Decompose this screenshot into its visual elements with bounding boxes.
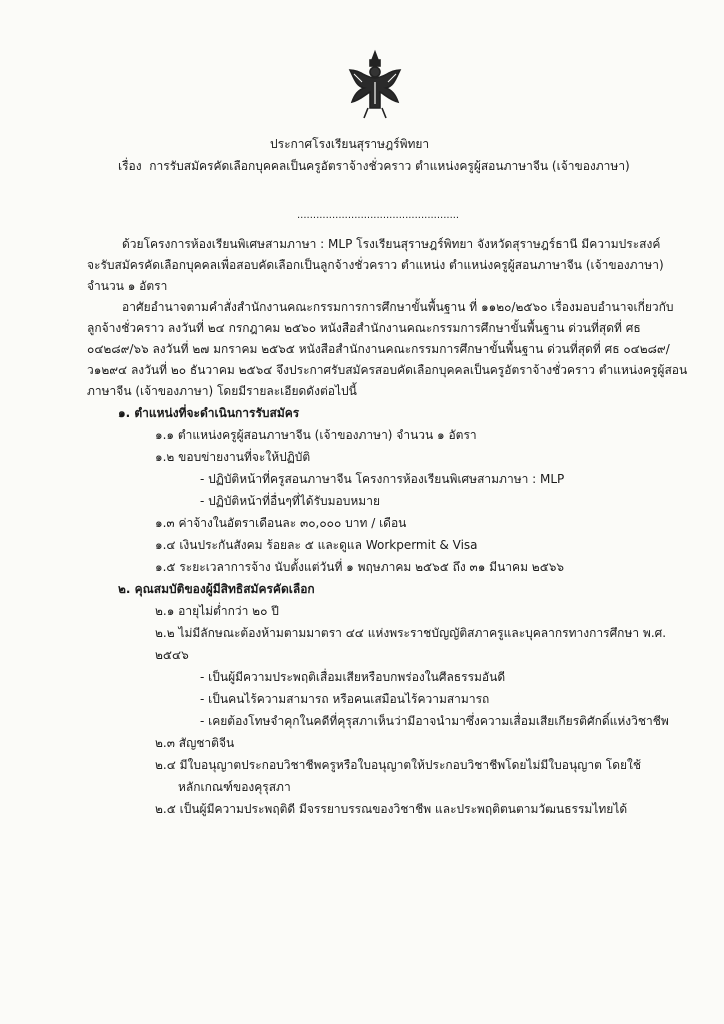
section-2-item-cont: ๒๕๔๖ (155, 648, 189, 662)
section-2-subitem: - เป็นผู้มีความประพฤติเสื่อมเสียหรือบกพร่องในศีลธรรมอันดี (200, 670, 506, 684)
section-1-item: ๑.๔ เงินประกันสังคม ร้อยละ ๕ และดูแล Workpermit & Visa (155, 538, 478, 552)
section-1-heading: ๑. ตำแหน่งที่จะดำเนินการรับสมัคร (118, 406, 300, 420)
section-2-item: ๒.๓ สัญชาติจีน (155, 736, 235, 750)
subject-label: เรื่อง (118, 159, 142, 173)
intro-p2-line-3: ๐๔๒๘๙/๖๖ ลงวันที่ ๒๗ มกราคม ๒๕๖๕ หนังสือสำนักงานคณะกรรมการศึกษาขั้นพื้นฐาน ด่วนที่สุดที่ ศธ ๐๔๒๘๙/ (87, 342, 670, 356)
section-1-item: ๑.๓ ค่าจ้างในอัตราเดือนละ ๓๐,๐๐๐ บาท / เดือน (155, 516, 407, 530)
intro-p2-line-4: ว๑๒๙๔ ลงวันที่ ๒๐ ธันวาคม ๒๕๖๔ จึงประกาศรับสมัครสอบคัดเลือกบุคคลเป็นครูอัตราจ้างชั่วคราว ตำแหน่งครูผู้สอน (87, 363, 688, 377)
intro-p1-line-2: จะรับสมัครคัดเลือกบุคคลเพื่อสอบคัดเลือกเป็นลูกจ้างชั่วคราว ตำแหน่ง ตำแหน่งครูผู้สอนภาษาจีน (เจ้าของภาษา) (87, 258, 664, 272)
section-1-item: ๑.๑ ตำแหน่งครูผู้สอนภาษาจีน (เจ้าของภาษา) จำนวน ๑ อัตรา (155, 428, 477, 442)
garuda-emblem-icon (346, 48, 404, 120)
section-1-subitem: - ปฏิบัติหน้าที่ครูสอนภาษาจีน โครงการห้องเรียนพิเศษสามภาษา : MLP (200, 472, 565, 486)
section-2-item: ๒.๔ มีใบอนุญาตประกอบวิชาชีพครูหรือใบอนุญาตให้ประกอบวิชาชีพโดยไม่มีใบอนุญาต โดยใช้ (155, 758, 642, 772)
section-2-heading: ๒. คุณสมบัติของผู้มีสิทธิสมัครคัดเลือก (118, 582, 315, 596)
intro-p1-line-3: จำนวน ๑ อัตรา (87, 279, 168, 293)
section-2-subitem: - เป็นคนไร้ความสามารถ หรือคนเสมือนไร้ความสามารถ (200, 692, 490, 706)
announcement-title: ประกาศโรงเรียนสุราษฎร์พิทยา (270, 137, 430, 151)
intro-p2-line-1: อาศัยอำนาจตามคำสั่งสำนักงานคณะกรรมการการศึกษาขั้นพื้นฐาน ที่ ๑๑๒๐/๒๕๖๐ เรื่องมอบอำนาจเกี่ยวกับ (122, 300, 674, 314)
section-1-item: ๑.๒ ขอบข่ายงานที่จะให้ปฏิบัติ (155, 450, 311, 464)
section-2-item: ๒.๒ ไม่มีลักษณะต้องห้ามตามมาตรา ๔๔ แห่งพระราชบัญญัติสภาครูและบุคลากรทางการศึกษา พ.ศ. (155, 626, 667, 640)
section-2-item: ๒.๑ อายุไม่ต่ำกว่า ๒๐ ปี (155, 604, 279, 618)
section-2-item: ๒.๕ เป็นผู้มีความประพฤติดี มีจรรยาบรรณของวิชาชีพ และประพฤติตนตามวัฒนธรรมไทยได้ (155, 802, 628, 816)
intro-p2-line-2: ลูกจ้างชั่วคราว ลงวันที่ ๒๔ กรกฎาคม ๒๕๖๐ หนังสือสำนักงานคณะกรรมการศึกษาขั้นพื้นฐาน ด่วนที่สุดที่ ศธ (87, 321, 641, 335)
section-2-subitem: - เคยต้องโทษจำคุกในคดีที่คุรุสภาเห็นว่ามีอาจนำมาซึ่งความเสื่อมเสียเกียรติศักดิ์แห่งวิชาชีพ (200, 714, 669, 728)
intro-p1-line-1: ด้วยโครงการห้องเรียนพิเศษสามภาษา : MLP โรงเรียนสุราษฎร์พิทยา จังหวัดสุราษฎร์ธานี มีความประสงค์ (122, 237, 661, 251)
section-2-item-cont: หลักเกณฑ์ของคุรุสภา (178, 780, 291, 794)
subject-text: การรับสมัครคัดเลือกบุคคลเป็นครูอัตราจ้างชั่วคราว ตำแหน่งครูผู้สอนภาษาจีน (เจ้าของภาษา) (149, 159, 630, 173)
intro-p2-line-5: ภาษาจีน (เจ้าของภาษา) โดยมีรายละเอียดดังต่อไปนี้ (87, 384, 357, 398)
section-1-subitem: - ปฏิบัติหน้าที่อื่นๆที่ได้รับมอบหมาย (200, 494, 380, 508)
separator-line: ................................................... (297, 210, 460, 221)
section-1-item: ๑.๕ ระยะเวลาการจ้าง นับตั้งแต่วันที่ ๑ พฤษภาคม ๒๕๖๕ ถึง ๓๑ มีนาคม ๒๕๖๖ (155, 560, 565, 574)
announcement-subject (118, 158, 630, 174)
